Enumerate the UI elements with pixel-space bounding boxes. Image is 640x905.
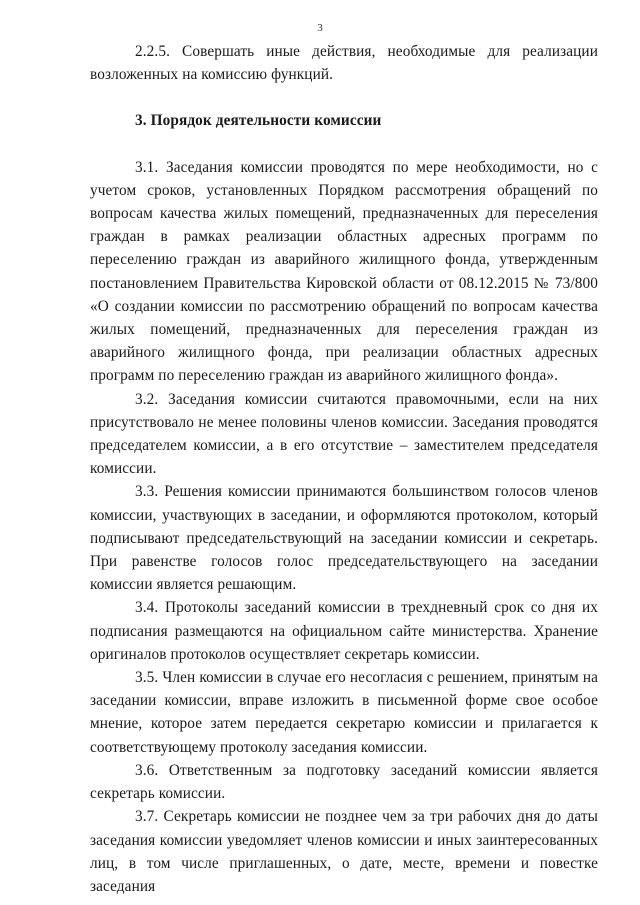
paragraph-3-1: 3.1. Заседания комиссии проводятся по мере необходимости, но с учетом сроков, установленных Порядком рассмотрения обращений по вопросам качества жилых помещений, предназначенных для переселения граждан в рамках реализации областных адресных программ по переселению граждан из аварийного жилищного фонда, утвержденным постановлением Правительства Кировской области от 08.12.2015 № 73/800 «О создании комиссии по рассмотрению обращений по вопросам качества жилых помещений, предназначенных для переселения граждан из аварийного жилищного фонда, при реализации областных адресных программ по переселению граждан из аварийного жилищного фонда». [90, 158, 598, 385]
paragraph-3-3: 3.3. Решения комиссии принимаются большинством голосов членов комиссии, участвующих в заседании, и оформляются протоколом, который подписывают председательствующий на заседании комиссии и секретарь. При равенстве голосов голос председательствующего на заседании комиссии является решающим. [90, 483, 598, 594]
paragraph-3-2: 3.2. Заседания комиссии считаются правомочными, если на них присутствовало не менее половины членов комиссии. Заседания проводятся председателем комиссии, а в его отсутствие – заместителем председателя комиссии. [90, 390, 598, 478]
paragraph-3-4: 3.4. Протоколы заседаний комиссии в трехдневный срок со дня их подписания размещаются на официальном сайте министерства. Хранение оригиналов протоколов осуществляет секретарь комиссии. [90, 599, 598, 663]
document-body [90, 40, 598, 898]
paragraph-2-2-5: 2.2.5. Совершать иные действия, необходимые для реализации возложенных на комиссию функций. [90, 43, 598, 84]
paragraph-3-5: 3.5. Член комиссии в случае его несогласия с решением, принятым на заседании комиссии, вправе изложить в письменной форме свое особое мнение, которое затем передается секретарю комиссии и прилагается к соответствующему протоколу заседания комиссии. [90, 669, 598, 756]
paragraph-3-7: 3.7. Секретарь комиссии не позднее чем за три рабочих дня до даты заседания комиссии уведомляет членов комиссии и иных заинтересованных лиц, в том числе приглашенных, о дате, месте, времени и повестке заседания [90, 808, 598, 895]
page-number: 3 [317, 22, 323, 34]
section-title: 3. Порядок деятельности комиссии [135, 112, 382, 130]
paragraph-3-6: 3.6. Ответственным за подготовку заседаний комиссии является секретарь комиссии. [90, 761, 598, 803]
